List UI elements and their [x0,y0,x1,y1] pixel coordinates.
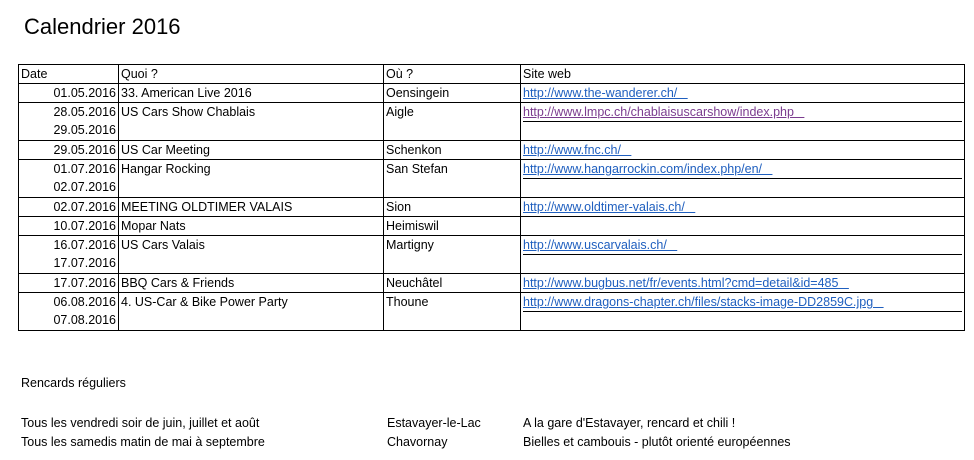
table-row [19,274,965,293]
regular-item [0,435,974,453]
event-location: Schenkon [384,141,521,160]
event-site [521,293,965,331]
event-date-value: 07.08.2016 [53,313,116,327]
event-site [521,236,965,274]
event-site-link[interactable]: http://www.bugbus.net/fr/events.html?cmd=detail&id=485 [523,276,849,290]
header-site: Site web [521,65,965,84]
regular-description: Bielles et cambouis - plutôt orienté européennes [523,435,791,449]
event-site [521,160,965,198]
event-site [521,274,965,293]
event-date-value: 16.07.2016 [53,238,116,252]
event-date [19,103,119,141]
event-site-cell [523,141,962,159]
event-site-cell [523,103,962,122]
event-location: Oensingein [384,84,521,103]
event-name: Hangar Rocking [119,160,384,198]
event-name: Mopar Nats [119,217,384,236]
header-quoi: Quoi ? [119,65,384,84]
event-site-cell [523,84,962,102]
event-date-value: 10.07.2016 [53,219,116,233]
regular-when: Tous les samedis matin de mai à septembre [21,435,265,449]
event-site-cell [523,274,962,292]
table-row [19,84,965,103]
event-name: BBQ Cars & Friends [119,274,384,293]
event-name: US Cars Valais [119,236,384,274]
event-date [19,198,119,217]
event-date [19,274,119,293]
table-row [19,160,965,198]
event-location: San Stefan [384,160,521,198]
header-ou: Où ? [384,65,521,84]
event-location: Martigny [384,236,521,274]
table-row [19,141,965,160]
event-date [19,293,119,331]
event-date-value: 29.05.2016 [53,143,116,157]
event-name: 4. US-Car & Bike Power Party [119,293,384,331]
table-row [19,293,965,331]
event-date-value: 28.05.2016 [53,105,116,119]
event-site-link[interactable]: http://www.lmpc.ch/chablaisuscarshow/index.php [523,105,805,119]
event-date [19,141,119,160]
event-location: Aigle [384,103,521,141]
event-name: US Car Meeting [119,141,384,160]
event-site-cell [523,160,962,179]
event-site [521,141,965,160]
regular-when: Tous les vendredi soir de juin, juillet et août [21,416,260,430]
regular-location: Estavayer-le-Lac [387,416,481,430]
header-date: Date [19,65,119,84]
event-site-link[interactable]: http://www.the-wanderer.ch/ [523,86,688,100]
event-location: Sion [384,198,521,217]
event-date-value: 17.07.2016 [53,256,116,270]
event-site-cell [523,293,962,312]
event-location: Neuchâtel [384,274,521,293]
event-date-value: 29.05.2016 [53,123,116,137]
event-site [521,84,965,103]
event-site [521,198,965,217]
event-date [19,217,119,236]
event-site-link[interactable]: http://www.oldtimer-valais.ch/ [523,200,696,214]
regular-item [0,416,974,434]
regular-location: Chavornay [387,435,448,449]
table-row [19,198,965,217]
event-name: US Cars Show Chablais [119,103,384,141]
event-site-link[interactable]: http://www.dragons-chapter.ch/files/stacks-image-DD2859C.jpg [523,295,884,309]
event-date-value: 17.07.2016 [53,276,116,290]
table-header-row [19,65,965,84]
event-date-value: 02.07.2016 [53,180,116,194]
event-name: MEETING OLDTIMER VALAIS [119,198,384,217]
event-date-value: 06.08.2016 [53,295,116,309]
regular-description: A la gare d'Estavayer, rencard et chili ! [523,416,736,430]
event-site-cell [523,236,962,255]
event-date-value: 02.07.2016 [53,200,116,214]
event-date-value: 01.05.2016 [53,86,116,100]
event-name: 33. American Live 2016 [119,84,384,103]
events-table [18,64,965,331]
regular-section-label: Rencards réguliers [21,376,126,390]
event-site-link[interactable]: http://www.fnc.ch/ [523,143,632,157]
event-site-cell [523,198,962,216]
event-date [19,160,119,198]
event-location: Heimiswil [384,217,521,236]
event-site-link[interactable]: http://www.uscarvalais.ch/ [523,238,678,252]
event-date [19,84,119,103]
event-site [521,103,965,141]
page-title: Calendrier 2016 [24,14,181,39]
table-row [19,217,965,236]
event-location: Thoune [384,293,521,331]
table-row [19,103,965,141]
event-date-value: 01.07.2016 [53,162,116,176]
event-date [19,236,119,274]
table-row [19,236,965,274]
event-site [521,217,965,236]
event-site-link[interactable]: http://www.hangarrockin.com/index.php/en/ [523,162,773,176]
